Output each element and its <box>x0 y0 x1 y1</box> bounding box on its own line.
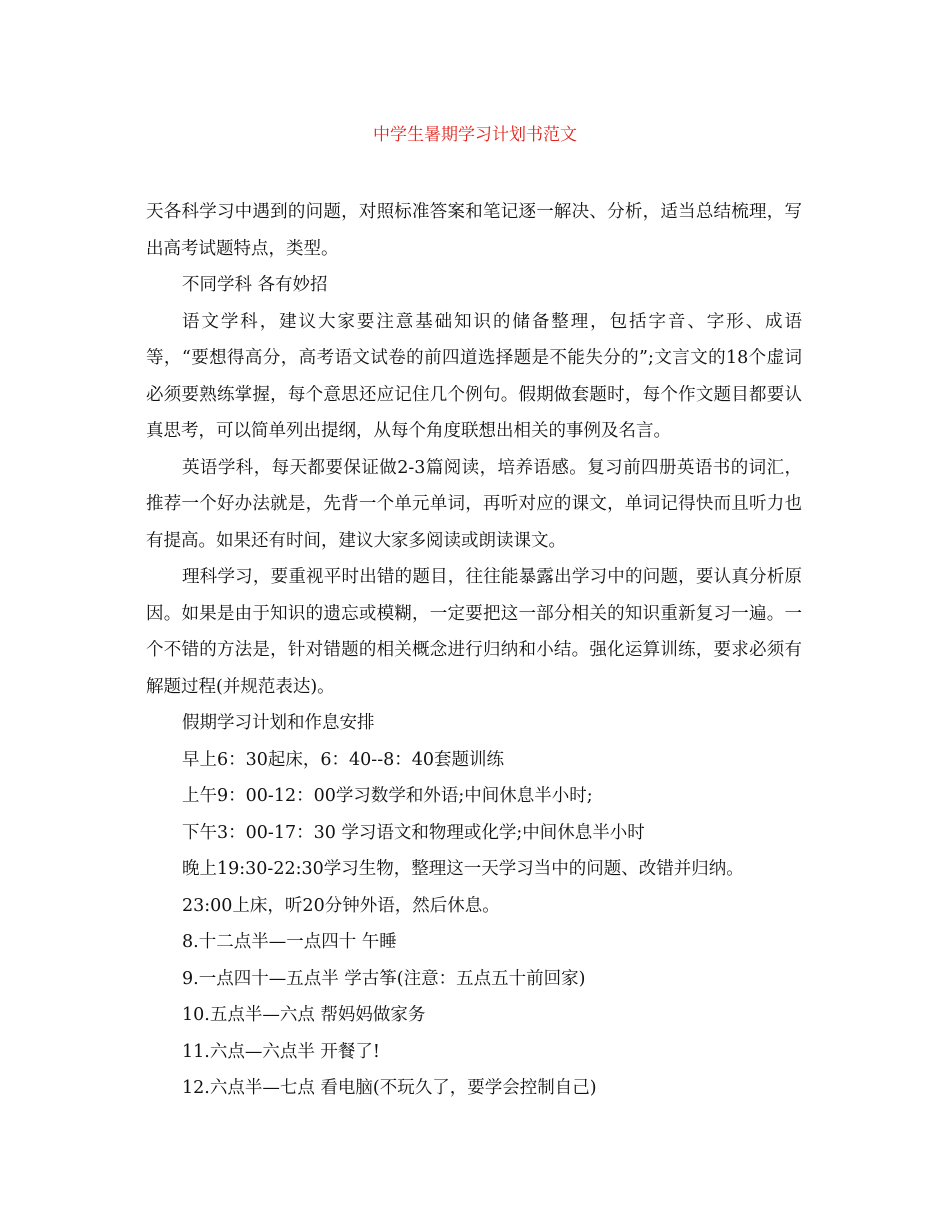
paragraph-11: 23:00上床，听20分钟外语，然后休息。 <box>182 895 500 916</box>
paragraph-15: 11.六点—六点半 开餐了! <box>182 1041 380 1062</box>
paragraph-16: 12.六点半—七点 看电脑(不玩久了，要学会控制自己) <box>182 1078 597 1098</box>
paragraph-6: 假期学习计划和作息安排 <box>182 713 375 733</box>
paragraph-5: 理科学习，要重视平时出错的题目，往往能暴露出学习中的问题，要认真分析原因。如果是由于知识的遗忘或模糊，一定要把这一部分相关的知识重新复习一遍。一个不错的方法是，针对错题的相关概念进行归纳和小结。强化运算训练，要求必须有解题过程(并规范表达)。 <box>146 567 802 697</box>
paragraph-12: 8.十二点半—一点四十 午睡 <box>182 932 397 952</box>
document-body <box>146 194 802 1107</box>
paragraph-10: 晚上19:30-22:30学习生物，整理这一天学习当中的问题、改错并归纳。 <box>182 859 744 879</box>
paragraph-1: 天各科学习中遇到的问题，对照标准答案和笔记逐一解决、分析，适当总结梳理，写出高考试题特点，类型。 <box>146 202 802 259</box>
paragraph-3: 语文学科，建议大家要注意基础知识的储备整理，包括字音、字形、成语等，“要想得高分，高考语文试卷的前四道选择题是不能失分的”;文言文的18个虚词必须要熟练掌握，每个意思还应记住几个例句。假期做套题时，每个作文题目都要认真思考，可以简单列出提纲，从每个角度联想出相关的事例及名言。 <box>146 311 802 441</box>
paragraph-7: 早上6：30起床，6：40--8：40套题训练 <box>182 749 505 770</box>
paragraph-9: 下午3：00-17：30 学习语文和物理或化学;中间休息半小时 <box>182 822 645 843</box>
document-title: 中学生暑期学习计划书范文 <box>373 125 577 145</box>
paragraph-13: 9.一点四十—五点半 学古筝(注意：五点五十前回家) <box>182 968 586 989</box>
paragraph-14: 10.五点半—六点 帮妈妈做家务 <box>182 1005 426 1025</box>
paragraph-8: 上午9：00-12：00学习数学和外语;中间休息半小时; <box>182 786 593 806</box>
paragraph-4: 英语学科，每天都要保证做2-3篇阅读，培养语感。复习前四册英语书的词汇，推荐一个好办法就是，先背一个单元单词，再听对应的课文，单词记得快而且听力也有提高。如果还有时间，建议大家多阅读或朗读课文。 <box>146 457 802 551</box>
paragraph-2: 不同学科 各有妙招 <box>182 275 328 295</box>
